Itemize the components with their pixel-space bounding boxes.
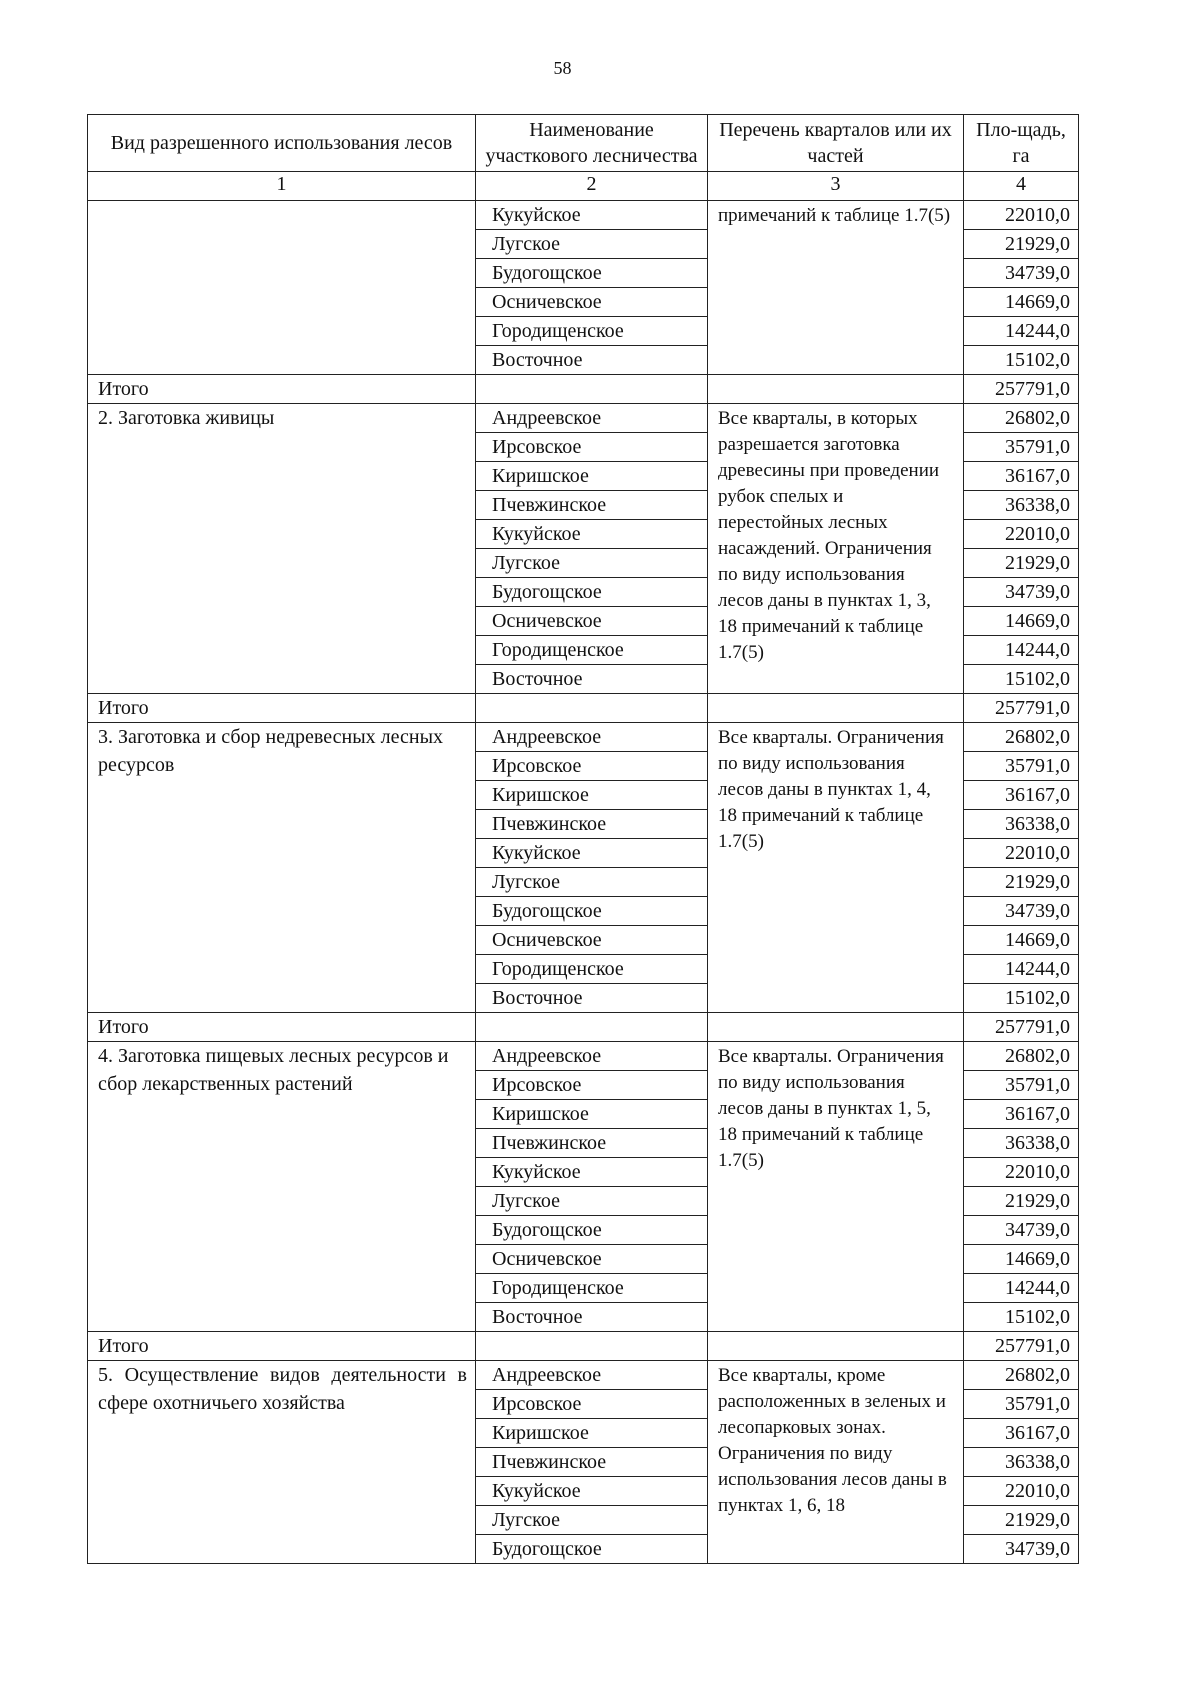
area-value: 34739,0 (964, 578, 1079, 607)
total-row (88, 1332, 1079, 1361)
total-row (88, 375, 1079, 404)
forestry-name: Ирсовское (476, 1071, 708, 1100)
use-type-title: 4. Заготовка пищевых лесных ресурсов и сбор лекарственных растений (88, 1042, 476, 1332)
empty-cell (708, 1332, 964, 1361)
forestry-name: Осничевское (476, 607, 708, 636)
area-value: 15102,0 (964, 984, 1079, 1013)
area-value: 21929,0 (964, 230, 1079, 259)
area-value: 14244,0 (964, 1274, 1079, 1303)
area-value: 35791,0 (964, 1071, 1079, 1100)
forestry-name: Будогощское (476, 1216, 708, 1245)
area-value: 35791,0 (964, 433, 1079, 462)
col-number: 3 (708, 172, 964, 201)
empty-cell (476, 375, 708, 404)
forestry-name: Восточное (476, 665, 708, 694)
table-row (88, 1361, 1079, 1390)
table-row (88, 723, 1079, 752)
area-value: 26802,0 (964, 723, 1079, 752)
area-value: 26802,0 (964, 404, 1079, 433)
forest-use-table (87, 114, 1079, 1564)
use-type-title: 3. Заготовка и сбор недревесных лесных ресурсов (88, 723, 476, 1013)
header-col3: Перечень кварталов или их частей (708, 115, 964, 172)
area-value: 36167,0 (964, 462, 1079, 491)
area-value: 21929,0 (964, 1506, 1079, 1535)
forestry-name: Восточное (476, 984, 708, 1013)
quarters-description: Все кварталы. Ограничения по виду использования лесов даны в пунктах 1, 4, 18 примечаний к таблице 1.7(5) (708, 723, 964, 1013)
empty-cell (476, 1013, 708, 1042)
header-col1: Вид разрешенного использования лесов (88, 115, 476, 172)
col-number: 1 (88, 172, 476, 201)
empty-cell (708, 375, 964, 404)
forestry-name: Будогощское (476, 897, 708, 926)
forestry-name: Андреевское (476, 723, 708, 752)
forestry-name: Пчевжинское (476, 810, 708, 839)
area-value: 14669,0 (964, 607, 1079, 636)
area-value: 34739,0 (964, 897, 1079, 926)
area-value: 21929,0 (964, 549, 1079, 578)
col-number: 2 (476, 172, 708, 201)
header-col4: Пло-щадь, га (964, 115, 1079, 172)
area-value: 34739,0 (964, 259, 1079, 288)
area-value: 26802,0 (964, 1042, 1079, 1071)
area-value: 36167,0 (964, 781, 1079, 810)
forestry-name: Кукуйское (476, 839, 708, 868)
area-value: 14669,0 (964, 288, 1079, 317)
area-value: 36338,0 (964, 1129, 1079, 1158)
area-value: 14669,0 (964, 926, 1079, 955)
forestry-name: Киришское (476, 1419, 708, 1448)
area-value: 21929,0 (964, 868, 1079, 897)
forestry-name: Будогощское (476, 578, 708, 607)
forestry-name: Восточное (476, 346, 708, 375)
column-number-row (88, 172, 1079, 201)
forestry-name: Будогощское (476, 259, 708, 288)
area-value: 35791,0 (964, 752, 1079, 781)
empty-cell (708, 1013, 964, 1042)
total-label: Итого (88, 694, 476, 723)
area-value: 14244,0 (964, 955, 1079, 984)
use-type-cell (88, 201, 476, 375)
forestry-name: Кукуйское (476, 1477, 708, 1506)
forestry-name: Кукуйское (476, 1158, 708, 1187)
table-row (88, 1042, 1079, 1071)
forestry-name: Лугское (476, 868, 708, 897)
forestry-name: Андреевское (476, 1361, 708, 1390)
forestry-name: Кукуйское (476, 201, 708, 230)
total-row (88, 694, 1079, 723)
area-value: 26802,0 (964, 1361, 1079, 1390)
use-type-title: 5. Осуществление видов деятельности в сфере охотничьего хозяйства (88, 1361, 476, 1564)
area-value: 34739,0 (964, 1535, 1079, 1564)
forestry-name: Ирсовское (476, 1390, 708, 1419)
forestry-name: Пчевжинское (476, 1129, 708, 1158)
forestry-name: Городищенское (476, 317, 708, 346)
total-row (88, 1013, 1079, 1042)
forestry-name: Осничевское (476, 1245, 708, 1274)
area-value: 14244,0 (964, 636, 1079, 665)
forestry-name: Осничевское (476, 288, 708, 317)
empty-cell (476, 694, 708, 723)
table-row (88, 404, 1079, 433)
forestry-name: Кукуйское (476, 520, 708, 549)
area-value: 22010,0 (964, 839, 1079, 868)
forestry-name: Пчевжинское (476, 491, 708, 520)
area-value: 22010,0 (964, 520, 1079, 549)
forestry-name: Ирсовское (476, 433, 708, 462)
forestry-name: Киришское (476, 462, 708, 491)
area-value: 14244,0 (964, 317, 1079, 346)
area-value: 36338,0 (964, 1448, 1079, 1477)
forestry-name: Андреевское (476, 1042, 708, 1071)
area-value: 14669,0 (964, 1245, 1079, 1274)
forestry-name: Киришское (476, 1100, 708, 1129)
area-value: 22010,0 (964, 1477, 1079, 1506)
quarters-description: Все кварталы. Ограничения по виду использования лесов даны в пунктах 1, 5, 18 примечаний к таблице 1.7(5) (708, 1042, 964, 1332)
quarters-description: Все кварталы, в которых разрешается заготовка древесины при проведении рубок спелых и перестойных лесных насаждений. Ограничения по виду использования лесов даны в пунктах 1, 3, 18 примечаний к таблице 1.7(5) (708, 404, 964, 694)
forestry-name: Ирсовское (476, 752, 708, 781)
area-value: 35791,0 (964, 1390, 1079, 1419)
quarters-description: примечаний к таблице 1.7(5) (708, 201, 964, 375)
table-header-row (88, 115, 1079, 172)
forestry-name: Лугское (476, 1187, 708, 1216)
forestry-name: Будогощское (476, 1535, 708, 1564)
col-number: 4 (964, 172, 1079, 201)
total-value: 257791,0 (964, 694, 1079, 723)
area-value: 15102,0 (964, 346, 1079, 375)
header-col2: Наименование участкового лесничества (476, 115, 708, 172)
forestry-name: Андреевское (476, 404, 708, 433)
forestry-name: Восточное (476, 1303, 708, 1332)
total-label: Итого (88, 1013, 476, 1042)
area-value: 36338,0 (964, 491, 1079, 520)
quarters-description: Все кварталы, кроме расположенных в зеленых и лесопарковых зонах. Ограничения по виду использования лесов даны в пунктах 1, 6, 18 (708, 1361, 964, 1564)
total-value: 257791,0 (964, 1013, 1079, 1042)
forestry-name: Лугское (476, 1506, 708, 1535)
page-number: 58 (553, 58, 572, 78)
forestry-name: Пчевжинское (476, 1448, 708, 1477)
forestry-name: Лугское (476, 549, 708, 578)
area-value: 36167,0 (964, 1100, 1079, 1129)
forestry-name: Осничевское (476, 926, 708, 955)
forestry-name: Киришское (476, 781, 708, 810)
area-value: 22010,0 (964, 1158, 1079, 1187)
empty-cell (476, 1332, 708, 1361)
forestry-name: Городищенское (476, 1274, 708, 1303)
area-value: 15102,0 (964, 1303, 1079, 1332)
area-value: 36338,0 (964, 810, 1079, 839)
forestry-name: Лугское (476, 230, 708, 259)
table-row (88, 201, 1079, 230)
forestry-name: Городищенское (476, 955, 708, 984)
empty-cell (708, 694, 964, 723)
area-value: 15102,0 (964, 665, 1079, 694)
forestry-name: Городищенское (476, 636, 708, 665)
area-value: 34739,0 (964, 1216, 1079, 1245)
use-type-title: 2. Заготовка живицы (88, 404, 476, 694)
area-value: 22010,0 (964, 201, 1079, 230)
total-value: 257791,0 (964, 1332, 1079, 1361)
total-value: 257791,0 (964, 375, 1079, 404)
area-value: 36167,0 (964, 1419, 1079, 1448)
total-label: Итого (88, 375, 476, 404)
area-value: 21929,0 (964, 1187, 1079, 1216)
total-label: Итого (88, 1332, 476, 1361)
